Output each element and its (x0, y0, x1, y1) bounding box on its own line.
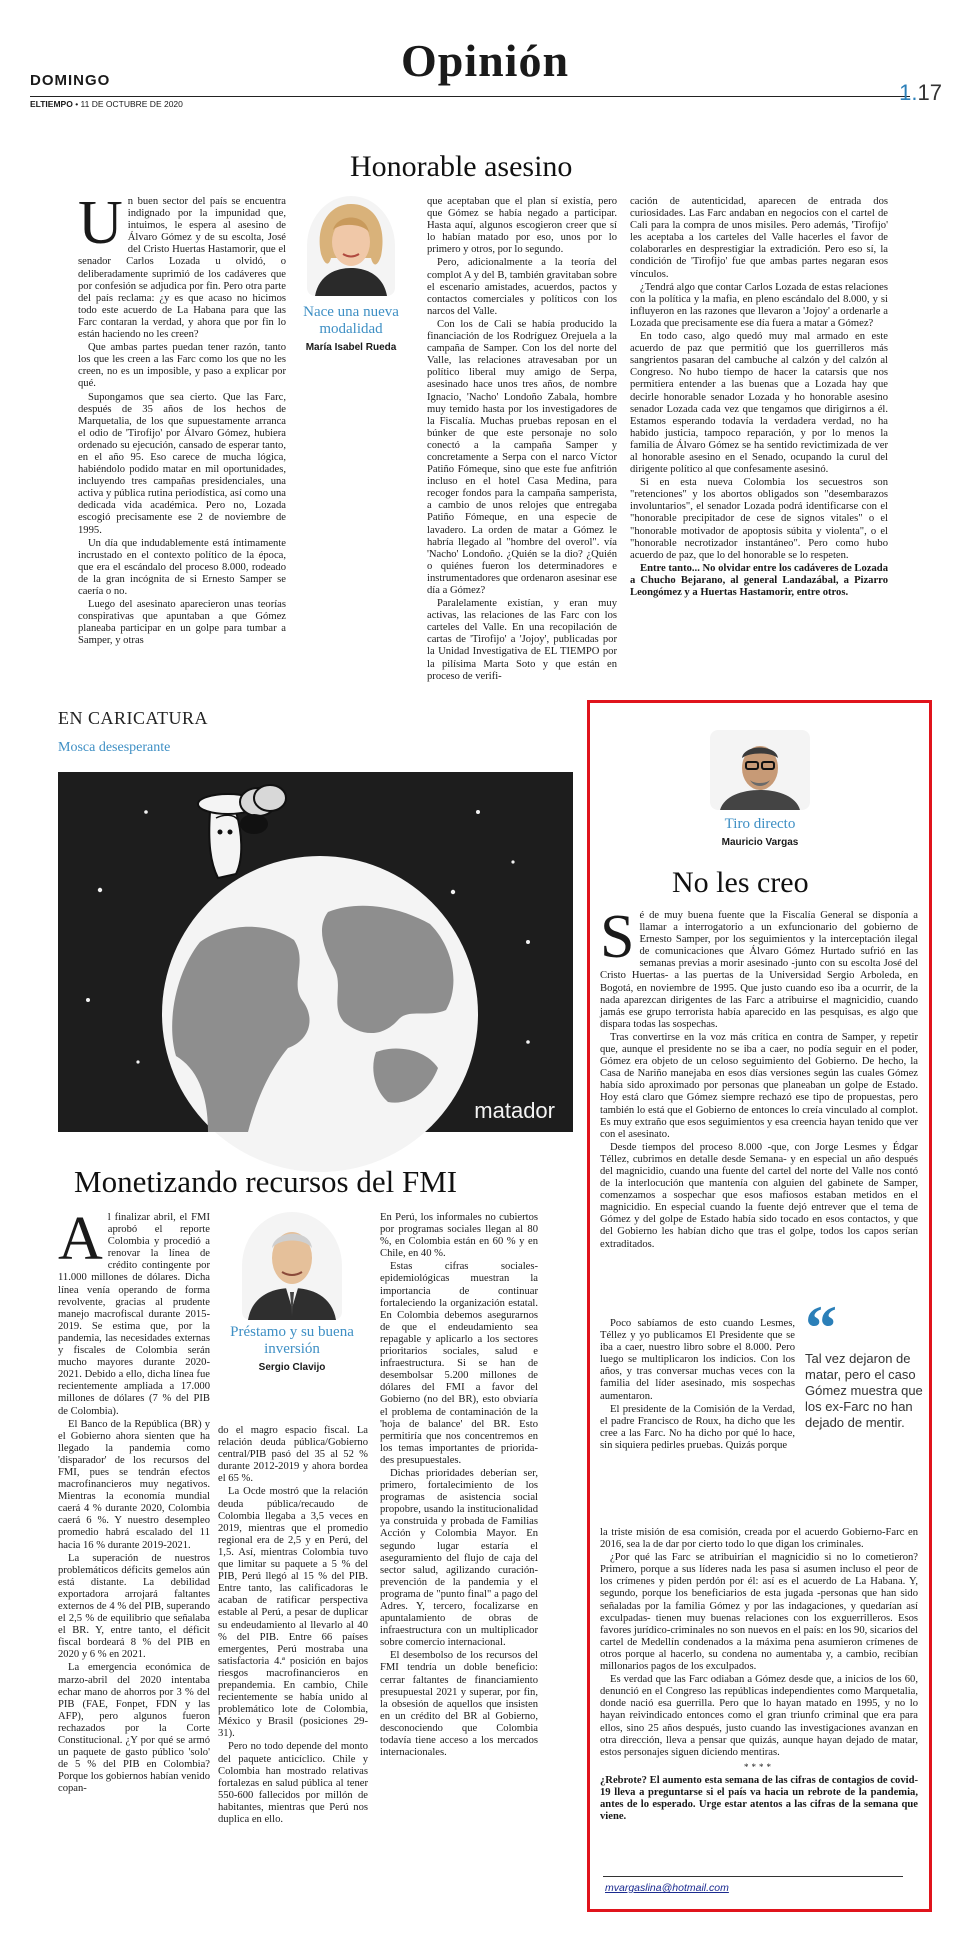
article-title: Honorable asesino (350, 150, 573, 183)
paragraph: Pero, adicionalmente a la teoría del complot A y del B, también gravitaban sobre el escenario amistades, acuerdos, pactos y contactos comerciales y políticos con los narcos del Valle. (427, 257, 617, 317)
paragraph: Pero no todo depende del monto del paquete anticíclico. Chile y Colombia han mostrado relativas fortalezas en salud pública al tener 550-600 fallecidos por millón de habitantes, mientras que Perú nos duplica en ello. (218, 1741, 368, 1825)
author-portrait (710, 730, 810, 810)
article-title: Monetizando recursos del FMI (74, 1164, 458, 1199)
brand-date: ELTIEMPO • 11 DE OCTUBRE DE 2020 (30, 99, 183, 109)
cartoon-label: EN CARICATURA (58, 708, 209, 728)
paragraph: Estas cifras sociales-epidemiológicas muestran la importancia de continuar fortaleciendo la organización estatal. En Colombia debemos asegurarnos de que el endeudamiento sea repagable y aplicarlo a los sectores prioritarios sociales, salud e infraestructura. Si se han de desembolsar 5.200 millones de dólares del FMI a favor del Gobierno (no del BR), esto obviaría el problema de contaminación de la 'hoja de balance' del BR. Esto permitiría que nos concentremos en los temas importantes de priorida-des presupuestales. (380, 1261, 538, 1466)
author-box (292, 196, 410, 353)
pull-quote-text: Tal vez dejaron de matar, pero el caso Gómez muestra que los ex-Farc no han dejado de mentir. (805, 1351, 923, 1430)
paragraph: cación de autenticidad, aparecen de entrada dos curiosidades. Las Farc andaban en negocios con el cartel de Cali para la compra de unos misiles. Pero además, 'Tirofijo' les aceptaba a los carteles del Valle hacerles el favor de colaborarles en desprestigiar la extradición. Pero eso sí, la condición de 'Tirofijo' fue que ambas partes negaran esos vínculos. (630, 196, 888, 280)
paragraph: Si en esta nueva Colombia los secuestros son "retenciones" y los abortos obligados son "desembarazos involuntarios", el senador Lozada podrá identificarse con el "honorable precipitador de cese de signos vitales" o el "honorable motivador de apoptosis súbita y violenta", o el "honorable necrotizador instantáneo". Pero como hubo acuerdo de paz, que lo del honorable se lo respeten. (630, 477, 888, 561)
paragraph: ¿Por qué las Farc se atribuirían el magnicidio si no lo cometieron? Primero, porque a sus líderes nada les pasa si asumen incluso el peor de los crímenes y piden perdón por él: así es el acuerdo de La Habana. Y, segundo, porque los beneficiarios de esta jugada -personas que han sido señaladas por la familia Gómez y por las indagaciones, y quedarían así exculpadas- tienen muy buenas relaciones con los exguerrilleros. Esos favores jurídico-criminales no son nuevos en el país: en los 90, sicarios del cartel de Medellín condenados a la máxima pena asumieron crímenes de otros porque al hacerlo, su condena no aumentaba y, a cambio, recibían millonarios pagos de los exculpados. (600, 1552, 918, 1673)
column-name: Tiro directo (724, 816, 796, 832)
article-column (58, 1205, 210, 1897)
brand-name: ELTIEMPO (30, 99, 73, 109)
dropcap: A (58, 1205, 103, 1273)
author-name: Sergio Clavijo (258, 1362, 326, 1373)
paragraph: Luego del asesinato aparecieron unas teorías conspirativas que apuntaban a que Gómez planeaba participar en un golpe para tumbar a Samper, y otras (78, 599, 286, 647)
paragraph: la triste misión de esa comisión, creada por el acuerdo Gobierno-Farc en 2016, sea la de dar por cierto todo lo que digan los criminales. (600, 1527, 918, 1551)
page-number (899, 80, 942, 106)
paragraph: El Banco de la República (BR) y el Gobierno ahora sienten que ha llegado la pandemia como 'disparador' de los recursos del FMI, pues se tendrán efectos macrofinancieros muy negativos. Mientras la economía mundial caerá 4 % durante 2020, Colombia caerá 6 %. Y nuestro desempleo promedio habrá escalado del 11 hacia 16 % durante 2019-2021. (58, 1418, 210, 1551)
column-name: Nace una nueva modalidad (303, 304, 399, 337)
paragraph: Entre tanto... No olvidar entre los cadáveres de Lozada a Chucho Bejarano, al general Landazábal, a Pizarro Leongómez y a Huertas Hastamorir, entre otros. (630, 562, 888, 598)
article-column (218, 1425, 368, 1897)
author-box (212, 1212, 372, 1373)
paragraph: n buen sector del país se encuentra indignado por la impunidad que, intuimos, le espera al asesino de Álvaro Gómez y de su escolta, José del Cristo Huertas Hastamorir, que el senador Carlos Lozada u olvidó, o deliberadamente suprimió de los cadáveres que por confesión se adjudica por fin. Pero otra parte del país reclama: ¿y es que acaso no hicimos todo este acuerdo de La Habana para que las Farc contaran la verdad, y ahora que por fin lo están haciendo no les creen? (78, 196, 286, 341)
cartoon-title: Mosca desesperante (58, 740, 171, 755)
paragraph: do el magro espacio fiscal. La relación deuda pública/Gobierno central/PIB pasó del 35 al 52 % durante 2012-2019 y ahora bordea el 65 %. (218, 1425, 368, 1485)
paragraph: é de muy buena fuente que la Fiscalía General se disponía a llamar a interrogatorio a un exfuncionario del gobierno de Ernesto Samper, por los seguimientos y la interceptación ilegal de comunicaciones que Álvaro Gómez Hurtado sufrió en las semanas previas a morir asesinado -junto con su escolta José del Cristo Huertas- a las puertas de la Universidad Sergio Arboleda, en Bogotá, en noviembre de 1995. Que justo cuando eso iba a ocurrir, de la nada aparezcan dirigentes de las Farc a atribuirse el magnicidio, cuando jamás ese grupo terrorista había aparecido en las pesquisas, es algo que dispara todas las sospechas. (600, 910, 918, 1030)
paragraph: La emergencia económica de marzo-abril del 2020 intentaba echar mano de ahorros por 3 % del PIB (FAE, Fonpet, FDN y las AFP), pero algunos fueron rechazados por la Corte Constitucional. ¿Y por qué se armó un paquete de gasto público 'solo' de 5 % del PIB en Colombia? Porque los gobiernos habían venido copan- (58, 1662, 210, 1795)
article-title: No les creo (672, 866, 809, 899)
author-name: María Isabel Rueda (305, 342, 397, 353)
cartoon-image (58, 772, 573, 1132)
author-portrait (307, 196, 395, 296)
page-prefix: 1. (899, 80, 918, 105)
paragraph: Es verdad que las Farc odiaban a Gómez desde que, a inicios de los 60, denunció en el Congreso las repúblicas independientes como Marquetalia, donde nació esa guerrilla. Pero que lo hayan matado en 1995, y no lo hayan reivindicado entonces como el gran triunfo criminal que era para ellos, sino 25 años después, justo cuando las investigaciones avanzan en otra dirección, lleva a pensar que quizás, aunque hayan dejado de matar, estos personajes siguen diciendo mentiras. (600, 1674, 918, 1758)
paragraph: Paralelamente existían, y eran muy activas, las relaciones de las Farc con los carteles del Valle. En una recopilación de cartas de 'Tirofijo' a 'Jojoy', publicadas por la Unidad Investigativa de EL TIEMPO por la pilísima Marta Soto y que están en proceso de verifi- (427, 598, 617, 682)
article-column (380, 1212, 538, 1897)
edition-date: 11 DE OCTUBRE DE 2020 (80, 99, 183, 109)
article-column (600, 1527, 918, 1872)
author-portrait (242, 1212, 342, 1320)
author-box (690, 730, 830, 848)
author-email-link[interactable]: mvargaslina@hotmail.com (605, 1882, 729, 1894)
paragraph: Dichas prioridades deberían ser, primero, fortalecimiento de los programas de asistencia social propobre, usando la institucionalidad ya construida y probada de Familias Acción y Colombia Mayor. En segundo lugar estaría el aseguramiento del flujo de caja del sector salud, agilizando curación-prevención de la pandemia y el programa de "punto final" a pago del Adres. Y, tercero, focalizarse en apuntalamiento de obras de infraestructura con un multiplicador sobre comercio internacional. (380, 1467, 538, 1649)
paragraph: En todo caso, algo quedó muy mal armado en este acuerdo de paz que permitió que los guerrilleros más sangrientos pasaran del cambuche al calzón y del calzón al Congreso. No hubo tiempo de hacer la catarsis que nos permitiera entender a las buenas que a Lozada hay que decirle honorable senador Lozada y ho honorable asesino senador Lozada cada vez que tengamos que dirigirnos a él. Estamos esperando todavía la verdadera verdad, no ha habido justicia, tampoco reparación, y por lo menos la familia de Álvaro Gómez se ha sentido revictimizada de ver al honorable asesino en el Senado, ocupando la curul del dirigente político al que confesamente asesinó. (630, 331, 888, 476)
paragraph: Supongamos que sea cierto. Que las Farc, después de 35 años de los hechos de Marquetalia, de los que supuestamente arranca el odio de 'Tirofijo' por Álvaro Gómez, hubiera ordenado su ejecución, cansado de esperar tanto, en el año 95. Eso carece de mucha lógica, habiéndolo podido matar en mil oportunidades, incluyendo tres campañas presidenciales, una activa y pública rutina periodística, así como una dedicada vida académica. Pero no, Lozada escogió precisamente ese 2 de noviembre de 1995. (78, 391, 286, 536)
section-day: DOMINGO (30, 72, 111, 89)
cartoonist-signature: matador (474, 1098, 555, 1123)
paragraph: Tras convertirse en la voz más crítica en contra de Samper, y repetir que, aunque el presidente no se iba a caer, no podía seguir en el poder, Gómez era objeto de un celoso seguimiento del Gobierno. De hecho, la Casa de Nariño manejaba en esos días versiones según las cuales Gómez había sido aproximado por personas que planeaban un golpe de Estado. Hoy está claro que Gómez siempre rechazó ese tipo de propuestas, pero también lo está que el Gobierno de entonces lo creía vinculado al complot. Es muy extraño que esos seguimientos y esa creencia hayan tenido que ver con el asesinato. (600, 1031, 918, 1140)
article-column (427, 196, 617, 682)
paragraph: Con los de Cali se había producido la financiación de los Rodríguez Orejuela a la campaña de Samper. Con los del norte del Valle, las relaciones atravesaban por un político liberal muy amigo de Serpa, asesinado hace unos tres años, de nombre Ignacio, 'Nacho' Londoño Zabala, hombre muy temido hasta por los investigadores de la Fiscalía. Muchas pruebas reposan en el búnker de que este personaje no solo conectó a la campaña Samper y concretamente a Serpa con el narco Víctor Patiño Fómeque, sino que este fue anfitrión incluso en el hotel Casa Medina, para recoger fondos para la campaña samperista, a cambio de unos relojes que entregaba Patiño Fómeque, en una especie de lavadero. La orden de matar a Gómez le habría llegado al "hombre del overol". vía 'Nacho' Londoño. ¿Quién se la dio? ¿Quién o quiénes fueron los determinadores e instrumentadores que ordenaron asesinar ese día a Gómez? (427, 318, 617, 596)
paragraph: La Ocde mostró que la relación deuda pública/recaudo de Colombia llegaba a 3,5 veces en 2019, mientras que el promedio regional era de 2,5 y en Perú, del 1,5. Así, mientras Colombia tuvo que limitar su paquete a 5 % del PIB, Perú llegó al 15 % del PIB. Entre tanto, las calificadoras le acaban de ratificar perspectiva estable al Perú, a pesar de duplicar su endeudamiento al llevarlo al 40 % del PIB. Entre 66 países emergentes, Perú mostraba una satisfactoria 4.ª posición en bajos riesgos macrofinancieros en prepandemia. En cambio, Chile recientemente se había unido al problemático lote de Colombia, México y Brasil (posiciones 29-31). (218, 1486, 368, 1740)
page-num: 17 (917, 80, 942, 105)
article-column (78, 189, 286, 651)
paragraph: l finalizar abril, el FMI aprobó el reporte Colombia y procedió a renovar la línea de crédito contingente por 11.000 millones de dólares. Dicha línea venía operando de forma revolvente, gracias al prudente manejo macrofiscal durante 2015-2019. Se estima que, por la pandemia, las necesidades externas y fiscales de Colombia serán mucho mayores durante 2020-2021. Debido a ello, dicha línea fue recientemente ampliada a 17.000 millones de dólares (7 % del PIB de Colombia). (58, 1212, 210, 1417)
paragraph: Desde tiempos del proceso 8.000 -que, con Jorge Lesmes y Édgar Téllez, cubrimos en detalle desde Semana- y en especial un año después del magnicidio, cuando una fuente del cartel del norte del Valle nos contó de la interlocución que mantenía con alguien del gabinete de Samper, comenzamos a sospechar que esos mafiosos estaban metidos en el magnicidio. En especial cuando la fuente dejó entrever que el tema de Gómez y del golpe de Estado había sido tocado en esos contactos, y que del Gobierno les habían dicho que tras el golpe, todos los capos serían extraditados. (600, 1141, 918, 1250)
article-column (630, 196, 888, 651)
paragraph: que aceptaban que el plan sí existía, pero que Gómez se había negado a participar. Hasta aquí, algunos escogieron creer que sí lo habían matado por eso, unos por lo primero y otros, por lo segundo. (427, 196, 617, 256)
signature-rule (603, 1876, 903, 1877)
column-name: Préstamo y su buena inversión (230, 1324, 354, 1357)
paragraph: Poco sabíamos de esto cuando Lesmes, Téllez y yo publicamos El Presidente que se iba a caer, nuestro libro sobre el 8.000. Pero luego se multiplicaron los indicios. Con los años, y tras conversar muchas veces con la familia del líder asesinado, mis sospechas aumentaron. (600, 1318, 795, 1402)
paragraph: El presidente de la Comisión de la Verdad, el padre Francisco de Roux, ha dicho que les cree a las Farc. No ha dicho por qué lo hace, sin siquiera pedirles pruebas. Quizás porque (600, 1403, 795, 1451)
separator-stars: **** (744, 1761, 774, 1772)
paragraph: La superación de nuestros problemáticos déficits gemelos aún está distante. La debilidad exportadora arrojará faltantes externos de 4 % del PIB, superando el 2,5 % de equilibrio que señalaba el BR. Y, entre tanto, el déficit fiscal bordeará 8 % del PIB en 2020 y 6 % en 2021. (58, 1552, 210, 1661)
paragraph: ¿Rebrote? El aumento esta semana de las cifras de contagios de covid-19 lleva a preguntarse si el país va hacia un rebrote de la pandemia, antes de lo esperado. Urge estar atentos a las cifras de la semana que viene. (600, 1774, 918, 1823)
author-name: Mauricio Vargas (721, 837, 799, 848)
paragraph: Un día que indudablemente está íntimamente incrustado en el contexto político de la época, que era el escándalo del proceso 8.000, rodeado de la gran incógnita de si Ernesto Samper se caería o no. (78, 537, 286, 597)
dropcap: U (78, 189, 123, 257)
article-column (600, 903, 918, 1313)
paragraph: En Perú, los informales no cubiertos por programas sociales llegan al 80 %, en Colombia están en 60 % y en Chile, en 40 %. (380, 1212, 538, 1260)
paragraph: El desembolso de los recursos del FMI tendría un doble beneficio: cerrar faltantes de financiamiento presupuestal 2021 y superar, por fin, la obsesión de aquellos que insisten en un crédito del BR al Gobierno, desconociendo que Colombia todavía tiene acceso a los mercados internacionales. (380, 1650, 538, 1759)
paragraph: Que ambas partes puedan tener razón, tanto los que les creen a las Farc como los que no les creen, no es un imposible, y paso a explicar por qué. (78, 342, 286, 390)
article-column (600, 1318, 795, 1526)
paragraph: ¿Tendrá algo que contar Carlos Lozada de estas relaciones con la política y la mafia, en pleno escándalo del 8.000, y si influyeron en las razones que llevaron a 'Jojoy' a ordenarle a Lozada que precisamente ese día fuera a matar a Gómez? (630, 281, 888, 329)
header-rule (30, 96, 910, 97)
pull-quote (805, 1292, 923, 1431)
quote-mark-icon: “ (805, 1292, 837, 1363)
section-title: Opinión (400, 35, 570, 86)
dropcap: S (600, 903, 635, 971)
